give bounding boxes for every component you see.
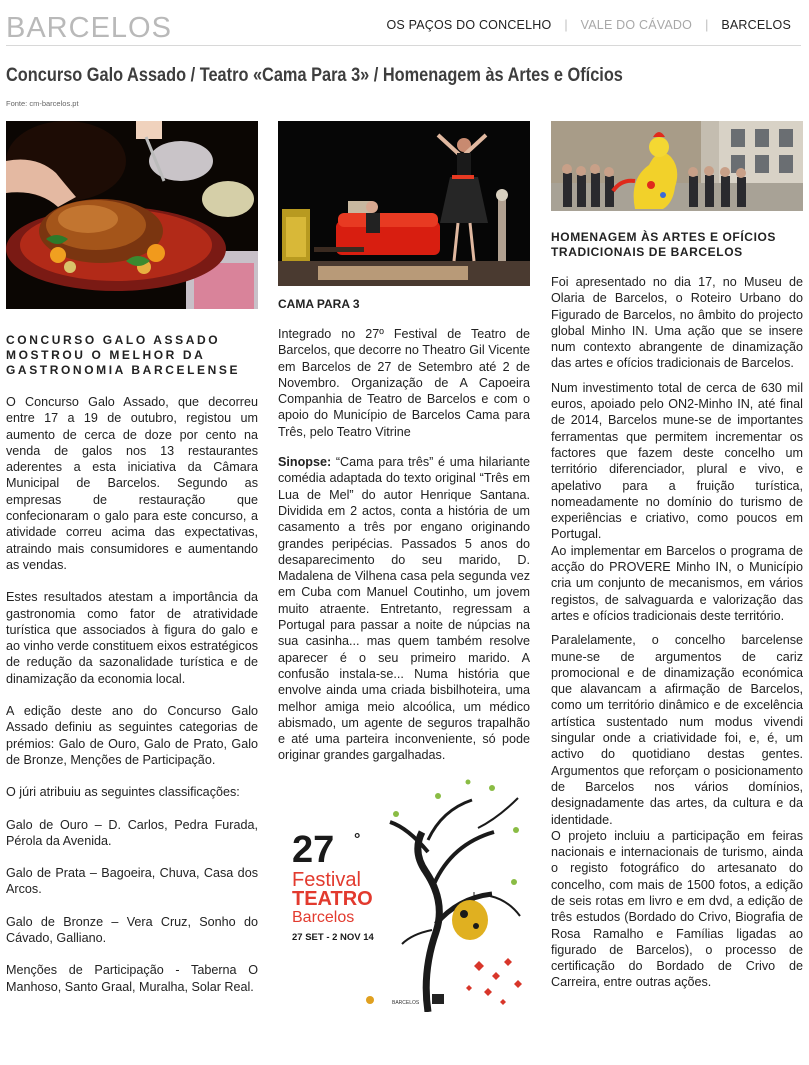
poster-teatro: TEATRO	[292, 887, 373, 910]
article-source: Fonte: cm-barcelos.pt	[6, 99, 79, 108]
site-brand[interactable]: BARCELOS	[6, 12, 172, 44]
homenagem-body	[551, 274, 803, 991]
nav-barcelos[interactable]: BARCELOS	[721, 18, 791, 32]
header-divider	[6, 45, 801, 46]
poster-dates: 27 SET - 2 NOV 14	[292, 931, 374, 943]
paragraph: Foi apresentado no dia 17, no Museu de Olaria de Barcelos, o Roteiro Urbano do Figurado de Barcelos, no âmbito do projecto global Minho IN. Uma ação que se insere num contexto abrangente de dinamização das artes e ofícios tradicionais de Barcelos.	[551, 275, 803, 371]
column-cama-para-3	[278, 121, 530, 1012]
nav-separator: |	[564, 18, 568, 32]
paragraph: Galo de Prata – Bagoeira, Chuva, Casa dos Arcos.	[6, 866, 258, 897]
roast-chicken-illustration	[6, 121, 258, 309]
crafts-ceremony-illustration	[551, 121, 803, 211]
paragraph: O júri atribuiu as seguintes classificações:	[6, 785, 240, 800]
festival-poster	[278, 774, 530, 1012]
masthead	[0, 0, 809, 48]
top-nav	[386, 18, 791, 32]
theatre-stage-illustration	[278, 121, 530, 286]
column-homenagem	[551, 121, 803, 991]
paragraph: Estes resultados atestam a importância da gastronomia como fator de atratividade turística que associados à figura do galo e ao vinho verde constituem eixos estratégicos de redução da sazonalidade turística e de dinamização da economia local.	[6, 590, 258, 686]
paragraph: Ao implementar em Barcelos o programa de acção do PROVERE Minho IN, o Município cria um conjunto de mecanismos, em vários registos, de salvaguarda e valorização das artes e ofícios tradicionais deste território.	[551, 543, 803, 623]
paragraph: Integrado no 27º Festival de Teatro de Barcelos, que decorre no Theatro Gil Vicente em Barcelos de 27 de Setembro até 2 de Novembro. Organização de A Capoeira Companhia de Teatro de Barcelos e com o apoio do Município de Barcelos Cama para Três, pelo Teatro Vitrine	[278, 327, 530, 439]
synopsis-label: Sinopse:	[278, 455, 332, 470]
paragraph: O projeto incluiu a participação em feiras nacionais e internacionais de turismo, ainda o registo fotográfico do artesanato do concelho, com mais de 1500 fotos, a edição de seis rotas em livro e em dvd, a edição de três estudos (Bordado do Crivo, Biografia de Rosa Ramalho e Famílias ligadas ao figurado de Barcelos), o processo de certificação do Bordado de Crivo de Carreira, entre outras ações.	[551, 828, 803, 990]
poster-sponsor-barcelos: BARCELOS	[392, 999, 420, 1006]
cama-para-3-heading: CAMA PARA 3	[278, 297, 360, 311]
paragraph: A edição deste ano do Concurso Galo Assado definiu as seguintes categorias de prémios: Galo de Ouro, Galo de Prato, Galo de Bronze, Menções de Participação.	[6, 704, 258, 767]
synopsis-text: “Cama para três” é uma hilariante comédia adaptada do texto original “Três em Lua de Mel” do autor Henrique Santana. Dividida em 2 actos, conta a história de um casamento a três por engano originando grandes peripécias. Passados 5 anos do desaparecimento do seu marido, D. Madalena de Vilhena casa pela segunda vez em Cuba com Manuel Coutinho, um jovem muito atraente. Entretanto, regressam a Portugal para passar a noite de núpcias na sua casinha... mas quem também resolve aparecer é o seu primeiro marido. A confusão instala-se... Numa história que envolve ainda uma criada bisbilhoteira, uma melhor amiga meio alcoólica, um médico abismado, um agente de seguros trapalhão e até uma parteira inconveniente, só pode originar grandes gargalhadas.	[278, 455, 530, 763]
paragraph: Num investimento total de cerca de 630 mil euros, apoiado pelo ON2-Minho IN, até final de 2014, Barcelos mune-se de importantes ferramentas que permitem incrementar os factores que fazem deste concelho um território diferenciador, plural e vivo, e apelativo para a fruição turística, nomeadamente no domínio do turismo de experiências e criativo, como poucos em Portugal.	[551, 380, 803, 542]
nav-vale-cavado[interactable]: VALE DO CÁVADO	[580, 18, 693, 32]
paragraph: Paralelamente, o concelho barcelense mune-se de argumentos de cariz promocional e de dinamização económica que alavancam a afirmação de Barcelos, como um território dinâmico e de excelência artística sustentado num modus vivendi singular onde a criatividade foi, e, é, um activo do quotidiano destas gentes. Argumentos que reforçam o posicionamento de Barcelos nos vários domínios, designadamente das artes, da cultura e da identidade.	[551, 633, 803, 827]
poster-barcelos: Barcelos	[292, 908, 355, 926]
synopsis-paragraph	[278, 454, 530, 764]
galo-assado-body	[6, 394, 258, 995]
article-title: Concurso Galo Assado / Teatro «Cama Para 3» / Homenagem às Artes e Ofícios	[6, 64, 623, 86]
galo-assado-heading: CONCURSO GALO ASSADO MOSTROU O MELHOR DA GASTRONOMIA BARCELENSE	[6, 333, 241, 377]
paragraph: O Concurso Galo Assado, que decorreu entre 17 a 19 de outubro, registou um aumento de cerca de doze por cento na venda de galos nos 13 restaurantes aderentes a esta iniciativa da Câmara Municipal de Barcelos. Segundo as empresas de restauração que confecionaram o galo para este concurso, a atividade correu acima das expectativas, atraindo mais consumidores e aumentando as vendas.	[6, 395, 258, 572]
poster-festival: Festival	[292, 868, 361, 891]
poster-number: 27	[292, 828, 335, 871]
crafts-ceremony-photo	[551, 121, 803, 211]
festival-poster-graphic	[278, 774, 530, 1012]
homenagem-heading: HOMENAGEM ÀS ARTES E OFÍCIOS TRADICIONAIS DE BARCELOS	[551, 230, 777, 259]
paragraph: Galo de Bronze – Vera Cruz, Sonho do Cávado, Galliano.	[6, 914, 258, 946]
nav-pacos-concelho[interactable]: OS PAÇOS DO CONCELHO	[386, 18, 552, 32]
paragraph: Galo de Ouro – D. Carlos, Pedra Furada, Pérola da Avenida.	[6, 817, 258, 848]
theatre-stage-photo	[278, 121, 530, 286]
poster-degree: °	[354, 830, 361, 848]
nav-separator: |	[705, 18, 709, 32]
roast-chicken-photo	[6, 121, 258, 309]
cama-para-3-body	[278, 326, 530, 764]
column-galo-assado	[6, 121, 258, 1011]
paragraph: Menções de Participação - Taberna O Manhoso, Santo Graal, Muralha, Solar Real.	[6, 963, 258, 994]
